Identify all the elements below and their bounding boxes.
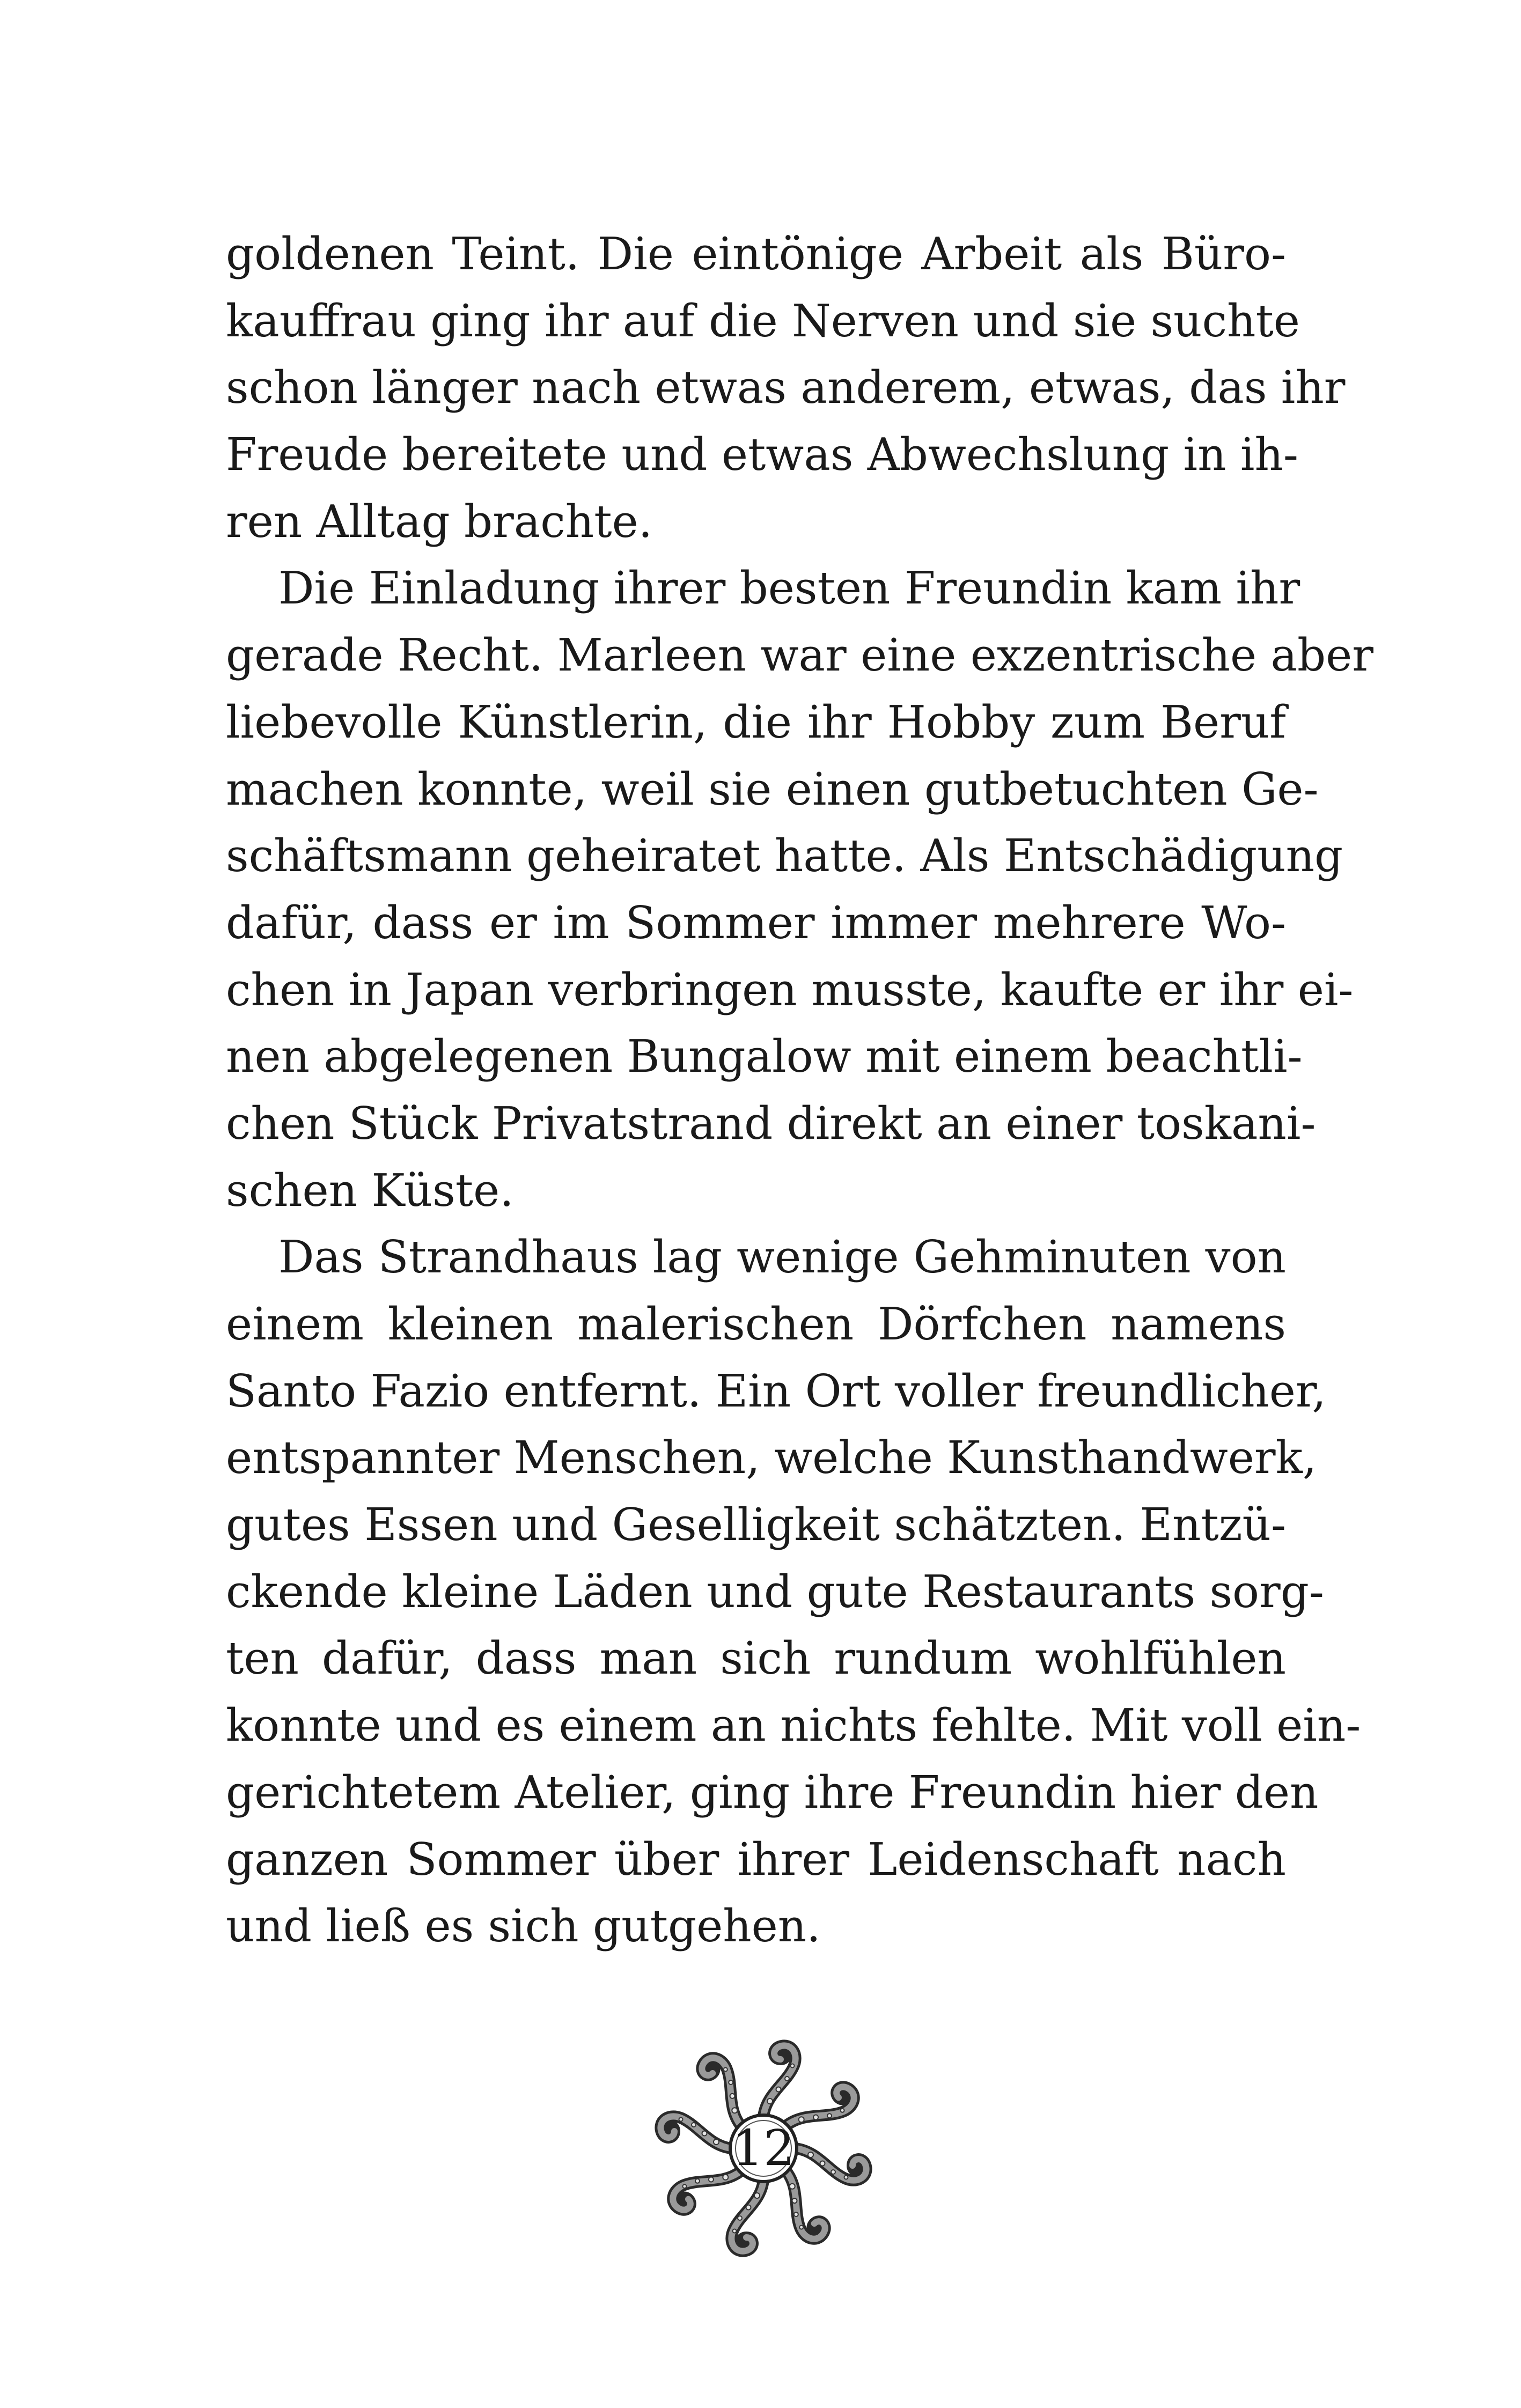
page-number: 12 [732, 2119, 795, 2177]
text-line: gutes Essen und Geselligkeit schätzten. Entzü- [226, 1499, 1286, 1551]
text-line: Die Einladung ihrer besten Freundin kam ihr [278, 562, 1300, 615]
text-line: liebevolle Künstlerin, die ihr Hobby zum Beruf [226, 696, 1286, 748]
text-line: schen Küste. [226, 1164, 514, 1217]
paragraph [226, 1224, 1361, 1960]
text-line: kauffrau ging ihr auf die Nerven und sie suchte [226, 294, 1300, 347]
text-line: chen in Japan verbringen musste, kaufte er ihr ei- [226, 963, 1354, 1016]
text-line: machen konnte, weil sie einen gutbetuchten Ge- [226, 763, 1319, 815]
paragraph [226, 221, 1346, 555]
text-line: gerichtetem Atelier, ging ihre Freundin hier den [226, 1766, 1319, 1818]
text-line: schäftsmann geheiratet hatte. Als Entschädigung [226, 830, 1343, 882]
text-line: ckende kleine Läden und gute Restaurants sorg- [226, 1565, 1324, 1618]
text-line: Freude bereitete und etwas Abwechslung in ih- [226, 429, 1298, 481]
text-line: ganzen Sommer über ihrer Leidenschaft nach [226, 1833, 1286, 1886]
text-line: gerade Recht. Marleen war eine exzentrische aber [226, 629, 1373, 682]
text-line: entspannter Menschen, welche Kunsthandwerk, [226, 1432, 1317, 1484]
paragraph [226, 555, 1373, 1224]
text-line: konnte und es einem an nichts fehlte. Mit voll ein- [226, 1699, 1361, 1752]
text-line: einem kleinen malerischen Dörfchen namens [226, 1298, 1286, 1350]
text-line: und ließ es sich gutgehen. [226, 1900, 821, 1953]
text-line: Das Strandhaus lag wenige Gehminuten von [278, 1231, 1286, 1284]
text-line: nen abgelegenen Bungalow mit einem beachtli- [226, 1030, 1303, 1083]
text-line: ten dafür, dass man sich rundum wohlfühlen [226, 1632, 1286, 1685]
text-line: dafür, dass er im Sommer immer mehrere Wo- [226, 896, 1286, 949]
text-line: Santo Fazio entfernt. Ein Ort voller freundlicher, [226, 1365, 1326, 1417]
text-line: chen Stück Privatstrand direkt an einer toskani- [226, 1097, 1316, 1150]
text-line: goldenen Teint. Die eintönige Arbeit als Büro- [226, 228, 1286, 280]
body-text [226, 221, 1373, 1960]
text-line: ren Alltag brachte. [226, 495, 653, 548]
text-line: schon länger nach etwas anderem, etwas, das ihr [226, 362, 1346, 414]
